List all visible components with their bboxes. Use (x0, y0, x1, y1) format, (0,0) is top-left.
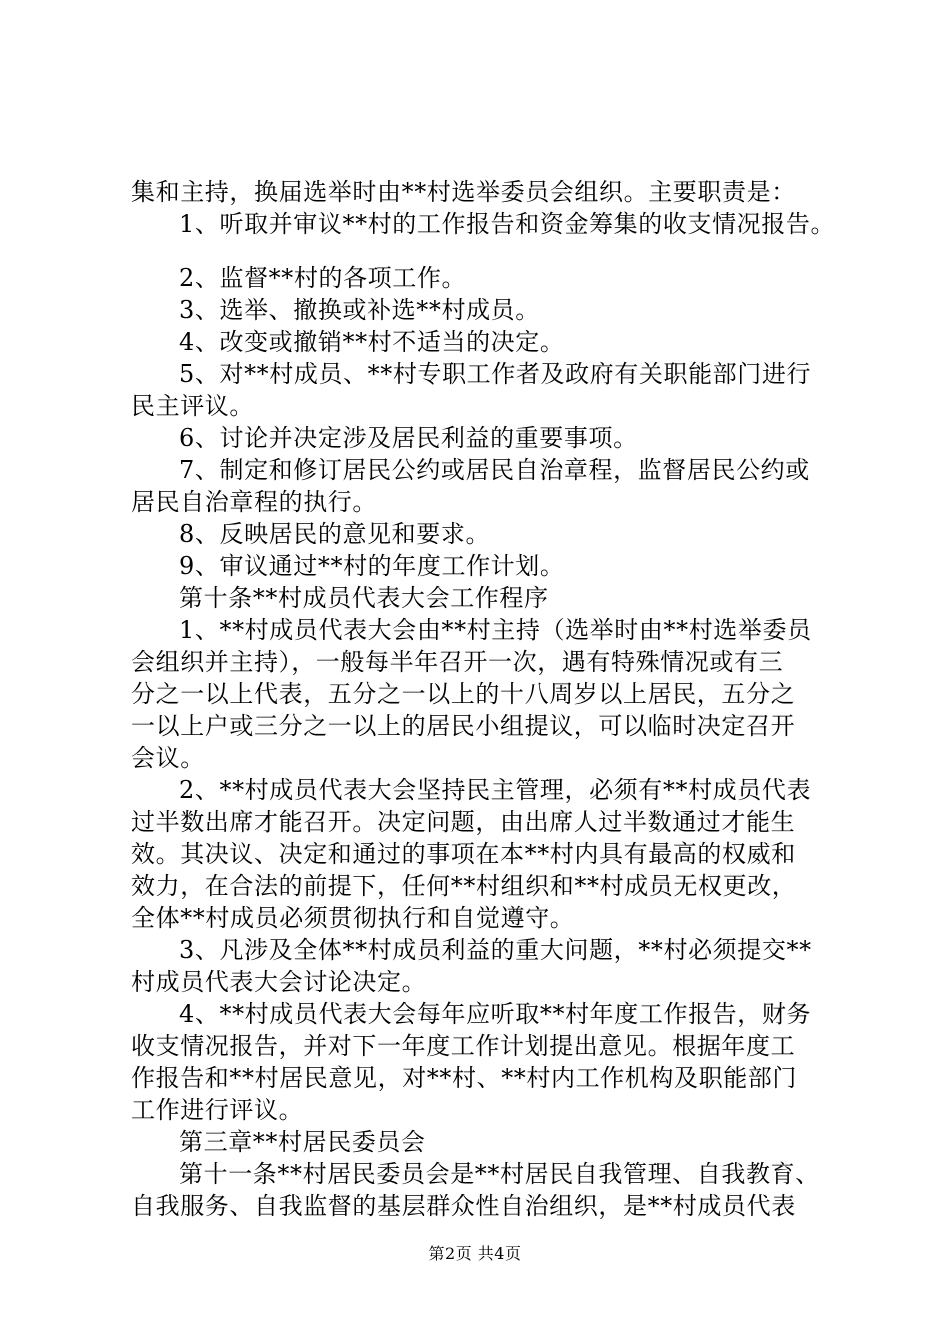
page-number-footer: 第2页 共4页 (428, 1244, 522, 1263)
document-body (131, 176, 837, 1222)
text-line: 自我服务、自我监督的基层群众性自治组织，是**村成员代表 (131, 1192, 796, 1220)
text-line: 4、**村成员代表大会每年应听取**村年度工作报告，财务 (179, 1000, 812, 1028)
text-line: 4、改变或撤销**村不适当的决定。 (179, 328, 565, 356)
text-line: 7、制定和修订居民公约或居民自治章程，监督居民公约或 (179, 456, 810, 484)
text-line: 全体**村成员必须贯彻执行和自觉遵守。 (131, 904, 575, 932)
text-line: 9、审议通过**村的年度工作计划。 (179, 552, 565, 580)
text-line: 效力，在合法的前提下，任何**村组织和**村成员无权更改， (131, 872, 797, 900)
text-line: 第十一条**村居民委员会是**村居民自我管理、自我教育、 (179, 1160, 820, 1188)
text-line: 效。其决议、决定和通过的事项在本**村内具有最高的权威和 (131, 840, 796, 868)
text-line: 作报告和**村居民意见，对**村、**村内工作机构及职能部门 (131, 1064, 797, 1092)
text-line: 2、**村成员代表大会坚持民主管理，必须有**村成员代表 (179, 776, 812, 804)
text-line: 6、讨论并决定涉及居民利益的重要事项。 (179, 424, 638, 452)
paragraph-gap (131, 240, 837, 262)
text-line: 1、**村成员代表大会由**村主持（选举时由**村选举委员 (179, 616, 812, 644)
text-line: 过半数出席才能召开。决定问题，由出席人过半数通过才能生 (131, 808, 796, 836)
text-line: 一以上户或三分之一以上的居民小组提议，可以临时决定召开 (131, 712, 796, 740)
chapter-heading: 第三章**村居民委员会 (179, 1128, 426, 1156)
text-line: 工作进行评议。 (131, 1096, 304, 1124)
text-line: 村成员代表大会讨论决定。 (131, 968, 427, 996)
text-line: 民主评议。 (131, 392, 254, 420)
text-line: 5、对**村成员、**村专职工作者及政府有关职能部门进行 (179, 360, 812, 388)
text-line: 3、选举、撤换或补选**村成员。 (179, 296, 540, 324)
text-line: 分之一以上代表，五分之一以上的十八周岁以上居民，五分之 (131, 680, 796, 708)
text-line: 2、监督**村的各项工作。 (179, 264, 467, 292)
text-line: 会组织并主持），一般每半年召开一次，遇有特殊情况或有三 (131, 648, 784, 676)
text-line: 8、反映居民的意见和要求。 (179, 520, 491, 548)
text-line: 收支情况报告，并对下一年度工作计划提出意见。根据年度工 (131, 1032, 796, 1060)
text-line: 会议。 (131, 744, 205, 772)
text-line: 3、凡涉及全体**村成员利益的重大问题，**村必须提交** (179, 936, 812, 964)
text-line: 集和主持，换届选举时由**村选举委员会组织。主要职责是： (131, 178, 796, 206)
section-heading: 第十条**村成员代表大会工作程序 (179, 584, 549, 612)
text-line: 1、听取并审议**村的工作报告和资金筹集的收支情况报告。 (179, 210, 836, 238)
text-line: 居民自治章程的执行。 (131, 488, 377, 516)
